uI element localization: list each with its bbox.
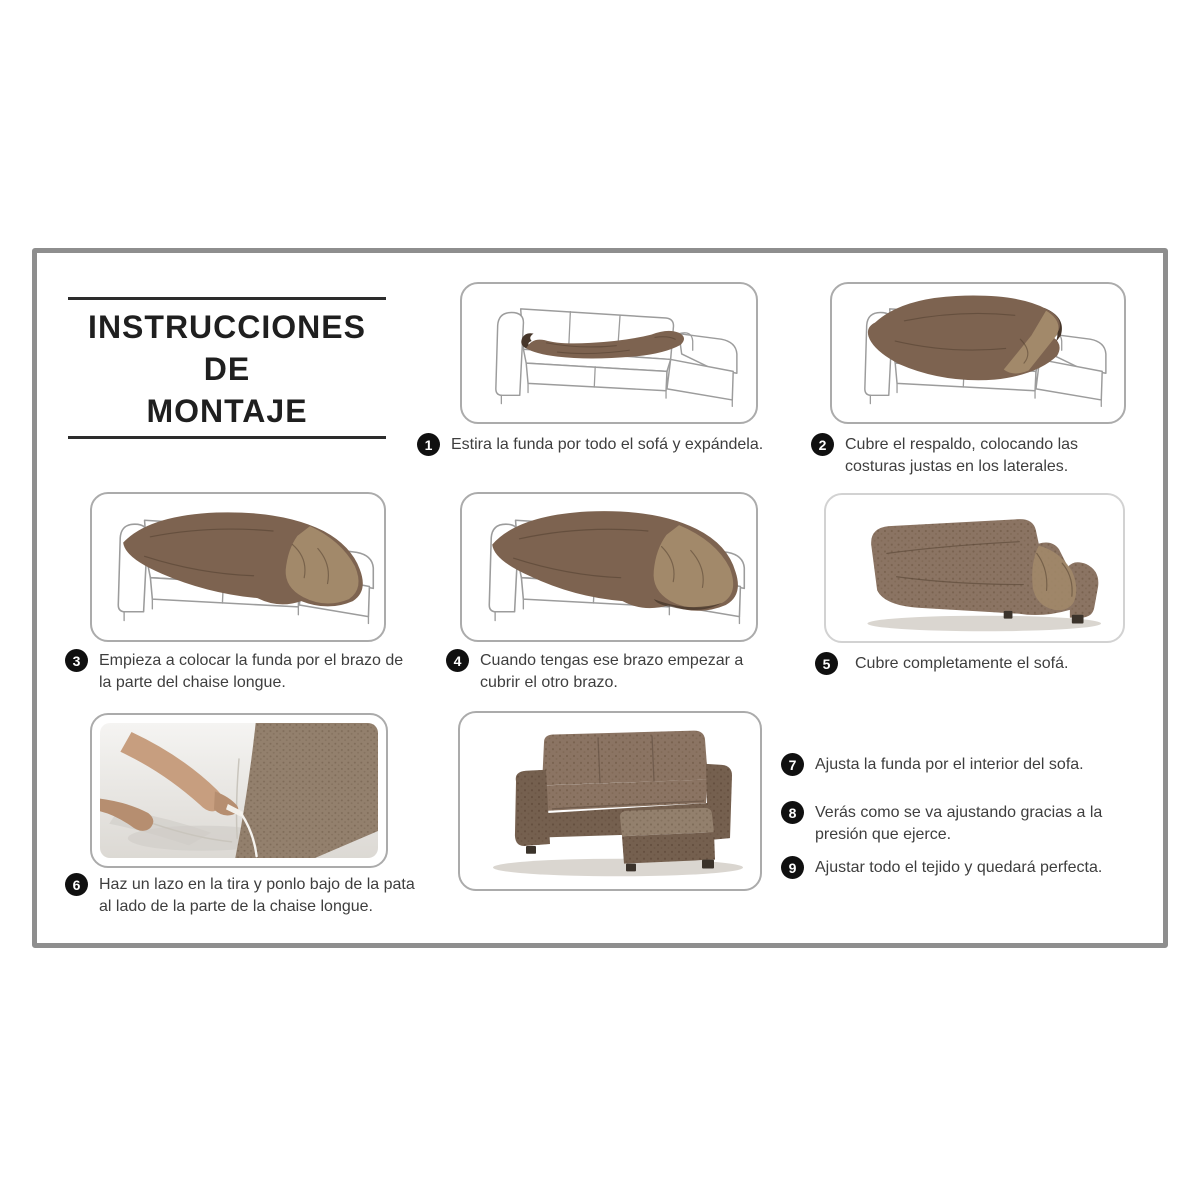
illustration-box-step-3 [90,492,386,642]
step-9-number-badge: 9 [781,856,804,879]
step-7 [781,753,1181,776]
step-1-number-badge: 1 [417,433,440,456]
step-7-number-badge: 7 [781,753,804,776]
illustration-box-step-4 [460,492,758,642]
step-4-text: Cuando tengas ese brazo empezar a cubrir el otro brazo. [480,652,744,691]
step-9 [781,856,1181,879]
finished-covered-sofa-photo-illustration [460,713,760,889]
hands-tying-strap-photo-illustration [100,723,378,858]
page-title [58,306,396,432]
step-8-text: Verás como se va ajustando gracias a la presión que ejerce. [815,804,1103,843]
step-8 [781,801,1121,846]
title-rule-bottom [68,436,386,439]
illustration-box-finished-sofa [458,711,762,891]
illustration-box-step-1 [460,282,758,424]
step-8-number-badge: 8 [781,801,804,824]
illustration-box-step-2 [830,282,1126,424]
step-9-text: Ajustar todo el tejido y quedará perfecta. [815,859,1103,876]
step-7-text: Ajusta la funda por el interior del sofa. [815,756,1084,773]
illustration-box-step-5 [824,493,1125,643]
line-sofa-cover-over-backrest-illustration [832,284,1124,422]
title-line-1: INSTRUCCIONES [88,309,366,345]
photo-hands-tying-strap [100,723,378,858]
step-3-number-badge: 3 [65,649,88,672]
title-line-3: MONTAJE [146,393,308,429]
step-4-number-badge: 4 [446,649,469,672]
step-6-number-badge: 6 [65,873,88,896]
step-3-text: Empieza a colocar la funda por el brazo de la parte del chaise longue. [99,652,404,691]
line-sofa-cover-on-chaise-arm-illustration [92,494,384,640]
step-2-text: Cubre el respaldo, colocando las costuras justas en los laterales. [845,436,1079,475]
step-2 [811,433,1121,478]
sofa-fully-covered-illustration [826,495,1123,641]
title-line-2: DE [203,351,251,387]
step-6-text: Haz un lazo en la tira y ponlo bajo de la pata al lado de la parte de la chaise longue. [99,876,415,915]
step-2-number-badge: 2 [811,433,834,456]
line-sofa-cover-both-arms-illustration [462,494,756,640]
step-5-text: Cubre completamente el sofá. [855,655,1069,672]
step-1 [417,433,817,456]
illustration-box-step-6 [90,713,388,868]
step-5-number-badge: 5 [815,652,838,675]
step-5 [815,652,1135,675]
step-3 [65,649,425,694]
step-1-text: Estira la funda por todo el sofá y expándela. [451,436,764,453]
title-rule-top [68,297,386,300]
step-4 [446,649,786,694]
line-sofa-cover-on-seat-illustration [462,284,756,422]
step-6 [65,873,445,918]
